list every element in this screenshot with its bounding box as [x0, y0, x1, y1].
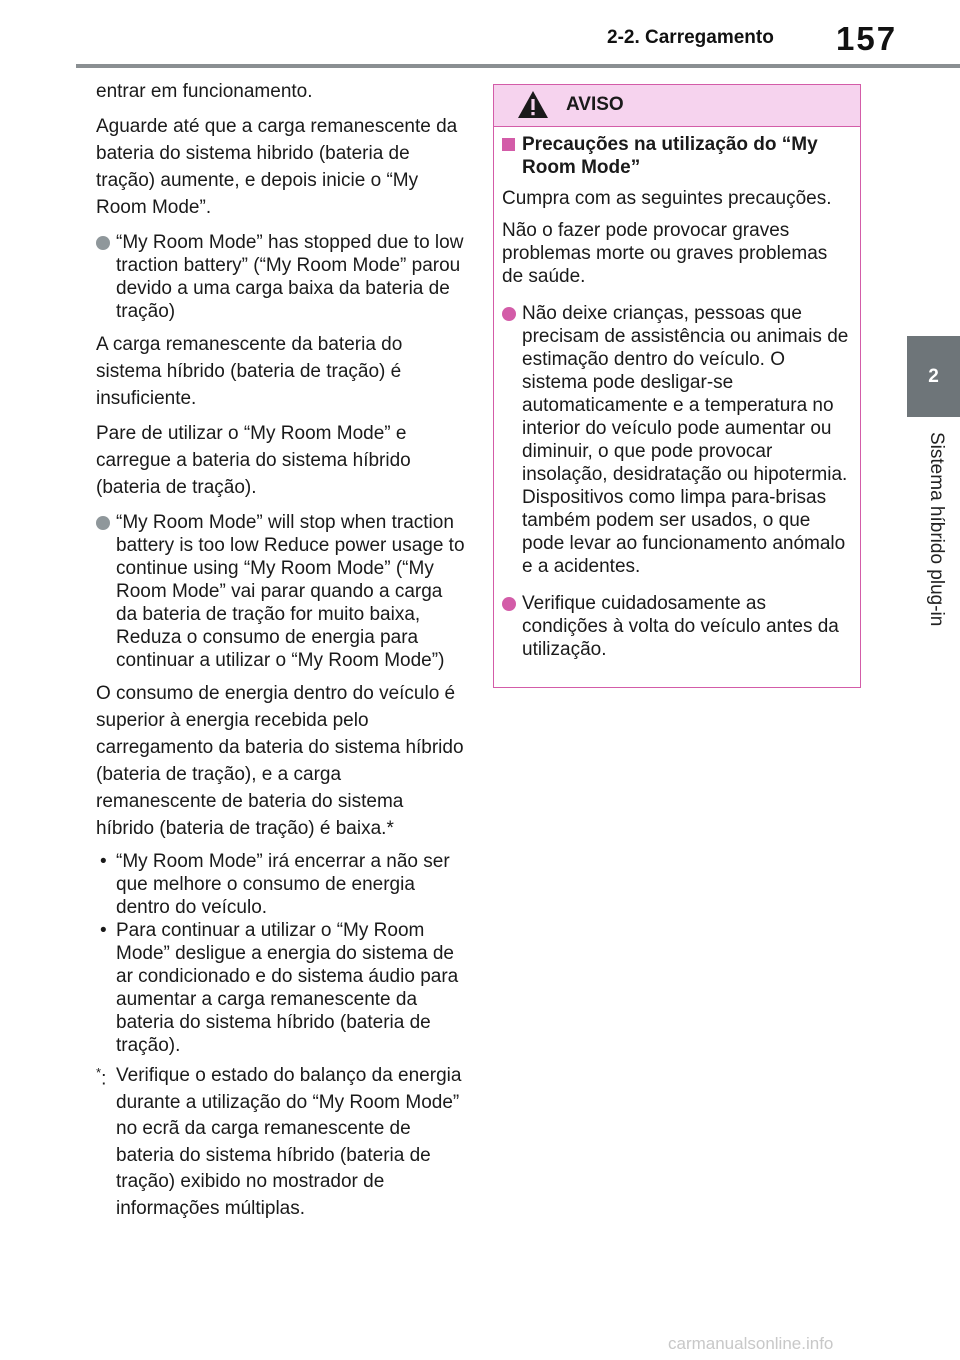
warning-subtitle — [502, 133, 850, 179]
chapter-tab-number: 2 — [928, 365, 939, 387]
header-divider — [76, 64, 960, 68]
warning-triangle-icon — [517, 90, 549, 119]
bullet-dot-icon — [502, 307, 516, 321]
left-column — [96, 78, 466, 1222]
warning-bullet — [502, 592, 850, 661]
footnote — [96, 1063, 466, 1222]
paragraph: A carga remanescente da bateria do sistema híbrido (bateria de tração) é insuficiente. — [96, 334, 403, 409]
message-bullet — [96, 231, 466, 323]
paragraph: Pare de utilizar o “My Room Mode” e carregue a bateria do sistema híbrido (bateria de tração). — [96, 423, 411, 498]
paragraph: entrar em funcionamento. — [96, 81, 313, 102]
warning-paragraph: Cumpra com as seguintes precauções. — [502, 188, 832, 209]
warning-paragraph: Não o fazer pode provocar graves problemas morte ou graves problemas de saúde. — [502, 220, 828, 287]
section-title: 2-2. Carregamento — [607, 27, 774, 48]
footnote-text: Verifique o estado do balanço da energia durante a utilização do “My Room Mode” no ecrã da carga remanescente de bateria do sistema híbrido (bateria de tração) exibido no mostrador de informações múltiplas. — [116, 1065, 462, 1219]
warning-body — [494, 127, 860, 661]
chapter-side-label: Sistema híbrido plug-in — [926, 432, 947, 627]
page-number: 157 — [836, 20, 898, 57]
list-item-text: “My Room Mode” irá encerrar a não ser que melhore o consumo de energia dentro do veículo. — [116, 851, 450, 918]
paragraph: O consumo de energia dentro do veículo é superior à energia recebida pelo carregamento da bateria do sistema híbrido (bateria de tração), e a carga remanescente de bateria do sistema híbrido (bateria de tração) é baixa.* — [96, 683, 464, 839]
square-bullet-icon — [502, 138, 515, 151]
bullet-dot-icon — [96, 516, 110, 530]
warning-bullet — [502, 302, 850, 578]
list-item-text: Para continuar a utilizar o “My Room Mode” desligue a energia do sistema de ar condicionado e do sistema áudio para aumentar a carga remanescente da bateria do sistema híbrido (bateria de tração). — [116, 920, 459, 1056]
footnote-marker — [96, 1060, 106, 1093]
list-bullet: • — [100, 920, 107, 941]
bullet-text: “My Room Mode” will stop when traction battery is too low Reduce power usage to continue using “My Room Mode” (“My Room Mode” vai parar quando a carga da bateria de tração for muito baixa, Reduza o consumo de energia para continuar a utilizar o “My Room Mode”) — [116, 512, 465, 671]
bullet-dot-icon — [502, 597, 516, 611]
warning-header — [494, 85, 860, 127]
paragraph: Aguarde até que a carga remanescente da bateria do sistema hibrido (bateria de tração) aumente, e depois inicie o “My Room Mode”. — [96, 116, 458, 218]
message-bullet — [96, 511, 466, 672]
list-item — [96, 850, 466, 919]
warning-bullet-text: Verifique cuidadosamente as condições à volta do veículo antes da utilização. — [522, 593, 839, 660]
warning-subtitle-text: Precauções na utilização do “My Room Mode” — [522, 134, 818, 178]
list-item — [96, 919, 466, 1057]
warning-bullet-text: Não deixe crianças, pessoas que precisam de assistência ou animais de estimação dentro do veículo. O sistema pode desligar-se automaticamente e a temperatura no interior do veículo pode aumentar ou diminuir, o que pode provocar insolação, desidratação ou hipotermia. Dispositivos como limpa para-brisas também podem ser usados, o que pode levar ao funcionamento anómalo e a acidentes. — [522, 303, 849, 577]
bullet-dot-icon — [96, 236, 110, 250]
warning-box — [493, 84, 861, 688]
chapter-tab — [907, 336, 960, 417]
bullet-text: “My Room Mode” has stopped due to low traction battery” (“My Room Mode” parou devido a uma carga baixa da bateria de tração) — [116, 232, 464, 322]
watermark: carmanualsonline.info — [668, 1334, 834, 1353]
warning-title: AVISO — [566, 94, 624, 115]
list-bullet: • — [100, 851, 107, 872]
footnote-colon: : — [101, 1068, 107, 1090]
footnote-asterisk: * — [96, 1065, 102, 1080]
